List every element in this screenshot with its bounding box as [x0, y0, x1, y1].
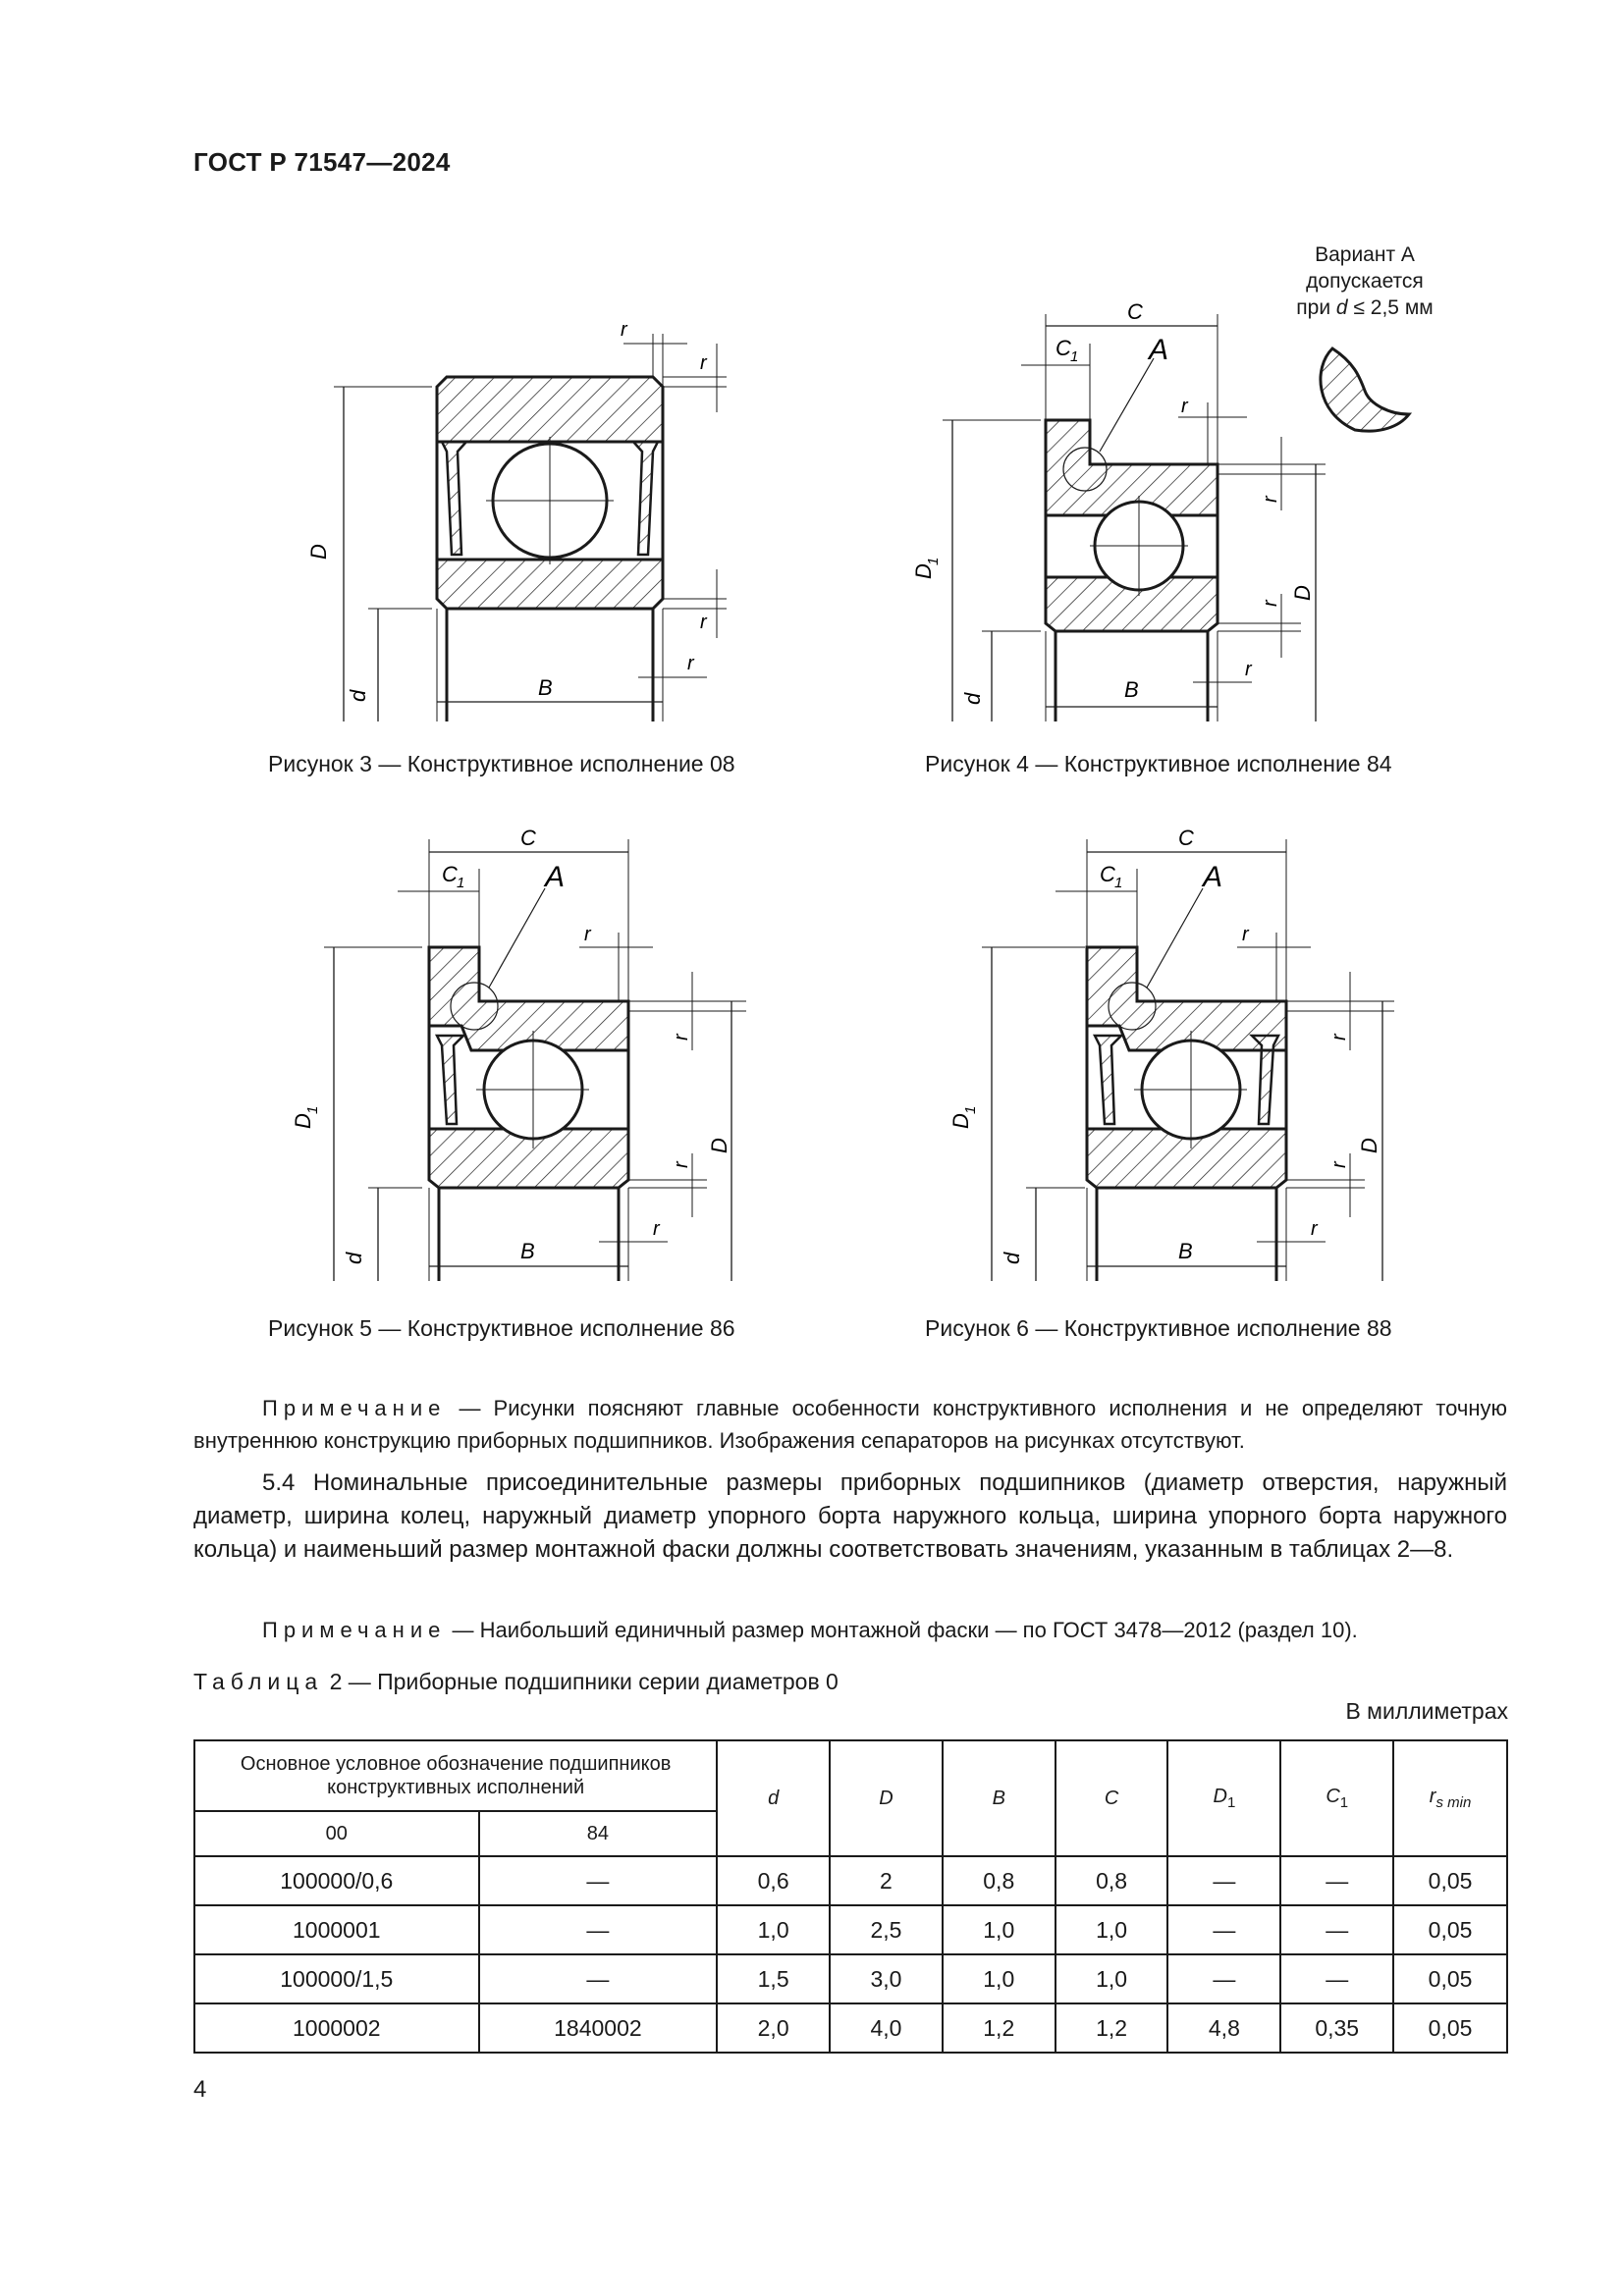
col-header-rs-min: $r_{s min}$ [1393, 1740, 1507, 1856]
figures-note: Примечание — Рисунки поясняют главные особенности конструктивного исполнения и не определяют точную внутреннюю конструкцию приборных подшипников. Изображения сепараторов на рисунках отсутствуют. [193, 1396, 1507, 1453]
table-row: 1000002 1840002 2,0 4,0 1,2 1,2 4,8 0,35 0,05 [194, 2003, 1507, 2053]
dim-C: C [1127, 299, 1143, 324]
dim-D: D [1290, 585, 1315, 601]
dim-r: r [700, 612, 707, 633]
dim-r: r [1328, 1034, 1350, 1041]
document-header: ГОСТ Р 71547—2024 [193, 147, 451, 177]
dim-C1: C [442, 862, 458, 886]
page-number: 4 [193, 2076, 207, 2103]
table-group-header: Основное условное обозначение подшипников конструктивных исполнений [194, 1740, 717, 1811]
table-row: 100000/0,6 — 0,6 2 0,8 0,8 — — 0,05 [194, 1856, 1507, 1905]
dim-d: d [960, 692, 985, 705]
dim-r: r [621, 319, 627, 341]
col-header-84: 84 [479, 1811, 718, 1856]
detail-A-label: A [1149, 334, 1169, 366]
dim-D1: D [948, 1113, 973, 1129]
dim-r: r [653, 1218, 660, 1240]
dim-r: r [700, 352, 707, 374]
figure-5-drawing [285, 815, 746, 1296]
dim-r: r [1260, 496, 1281, 503]
variant-a-note: Вариант А допускается при d ≤ 2,5 мм [1296, 243, 1434, 319]
table-row: 1000001 — 1,0 2,5 1,0 1,0 — — 0,05 [194, 1905, 1507, 1954]
dim-B: B [538, 675, 553, 700]
dim-C1-sub: 1 [1114, 875, 1123, 891]
figure-3-caption: Рисунок 3 — Конструктивное исполнение 08 [268, 751, 735, 776]
col-header-C: C [1056, 1740, 1168, 1856]
dim-B: B [1124, 677, 1139, 702]
col-header-D: D [830, 1740, 943, 1856]
dim-r: r [1242, 924, 1249, 945]
col-header-C1: $C_1$ [1280, 1740, 1393, 1856]
dim-C1: C [1100, 862, 1115, 886]
bearing-dimensions-table [193, 1739, 1508, 2054]
dim-D1: D [291, 1113, 315, 1129]
figure-6 [943, 815, 1404, 1296]
dim-d: d [1000, 1252, 1024, 1264]
figure-3 [306, 304, 746, 736]
dim-r: r [1245, 659, 1252, 680]
table-row: 100000/1,5 — 1,5 3,0 1,0 1,0 — — 0,05 [194, 1954, 1507, 2003]
figure-6-caption: Рисунок 6 — Конструктивное исполнение 88 [925, 1315, 1392, 1341]
dim-r: r [1260, 600, 1281, 607]
dim-r: r [687, 653, 694, 674]
dim-r: r [671, 1161, 692, 1168]
dim-D: D [1357, 1138, 1381, 1153]
dim-r: r [1328, 1161, 1350, 1168]
detail-A-label: A [1203, 861, 1223, 893]
chamfer-note: Примечание — Наибольший единичный размер монтажной фаски — по ГОСТ 3478—2012 (раздел 10). [262, 1618, 1358, 1642]
dim-D: D [306, 544, 331, 560]
figure-3-drawing [306, 304, 746, 736]
variant-a-drawing [1311, 344, 1419, 442]
dim-C: C [1178, 826, 1194, 850]
dim-D1: D [911, 563, 936, 579]
dim-D1-sub: 1 [304, 1105, 321, 1114]
figure-4 [913, 294, 1326, 736]
note-label: Примечание [262, 1618, 447, 1642]
detail-A-label: A [545, 861, 566, 893]
dim-r: r [671, 1034, 692, 1041]
dim-d: d [346, 689, 370, 702]
table-title: Таблица 2 — Приборные подшипники серии диаметров 0 [193, 1669, 839, 1694]
dim-D1-sub: 1 [925, 557, 942, 565]
figure-4-caption: Рисунок 4 — Конструктивное исполнение 84 [925, 751, 1392, 776]
figure-6-drawing [943, 815, 1404, 1296]
col-header-00: 00 [194, 1811, 479, 1856]
paragraph-5-4: 5.4 Номинальные присоединительные размеры приборных подшипников (диаметр отверстия, наружный диаметр, ширина колец, наружный диаметр упорного борта наружного кольца, ширина упорного борта наружного кольца) и наименьший размер монтажной фаски должны соответствовать значениям, указанным в таблицах 2—8. [193, 1469, 1507, 1563]
figure-5 [285, 815, 746, 1296]
dim-r: r [1181, 396, 1188, 417]
dim-r: r [584, 924, 591, 945]
note-label: Примечание [262, 1396, 447, 1420]
dim-C: C [520, 826, 536, 850]
dim-B: B [1178, 1239, 1193, 1263]
table-units: В миллиметрах [1345, 1698, 1508, 1724]
dim-d: d [342, 1252, 366, 1264]
figure-5-caption: Рисунок 5 — Конструктивное исполнение 86 [268, 1315, 735, 1341]
col-header-B: B [943, 1740, 1056, 1856]
dim-C1: C [1056, 336, 1071, 360]
dim-D1-sub: 1 [962, 1105, 979, 1114]
col-header-d: d [717, 1740, 830, 1856]
col-header-D1: $D_1$ [1167, 1740, 1280, 1856]
dim-C1-sub: 1 [1070, 348, 1079, 365]
dim-r: r [1311, 1218, 1318, 1240]
dim-B: B [520, 1239, 535, 1263]
dim-D: D [707, 1138, 731, 1153]
dim-C1-sub: 1 [457, 875, 465, 891]
figure-4-drawing [913, 294, 1326, 736]
